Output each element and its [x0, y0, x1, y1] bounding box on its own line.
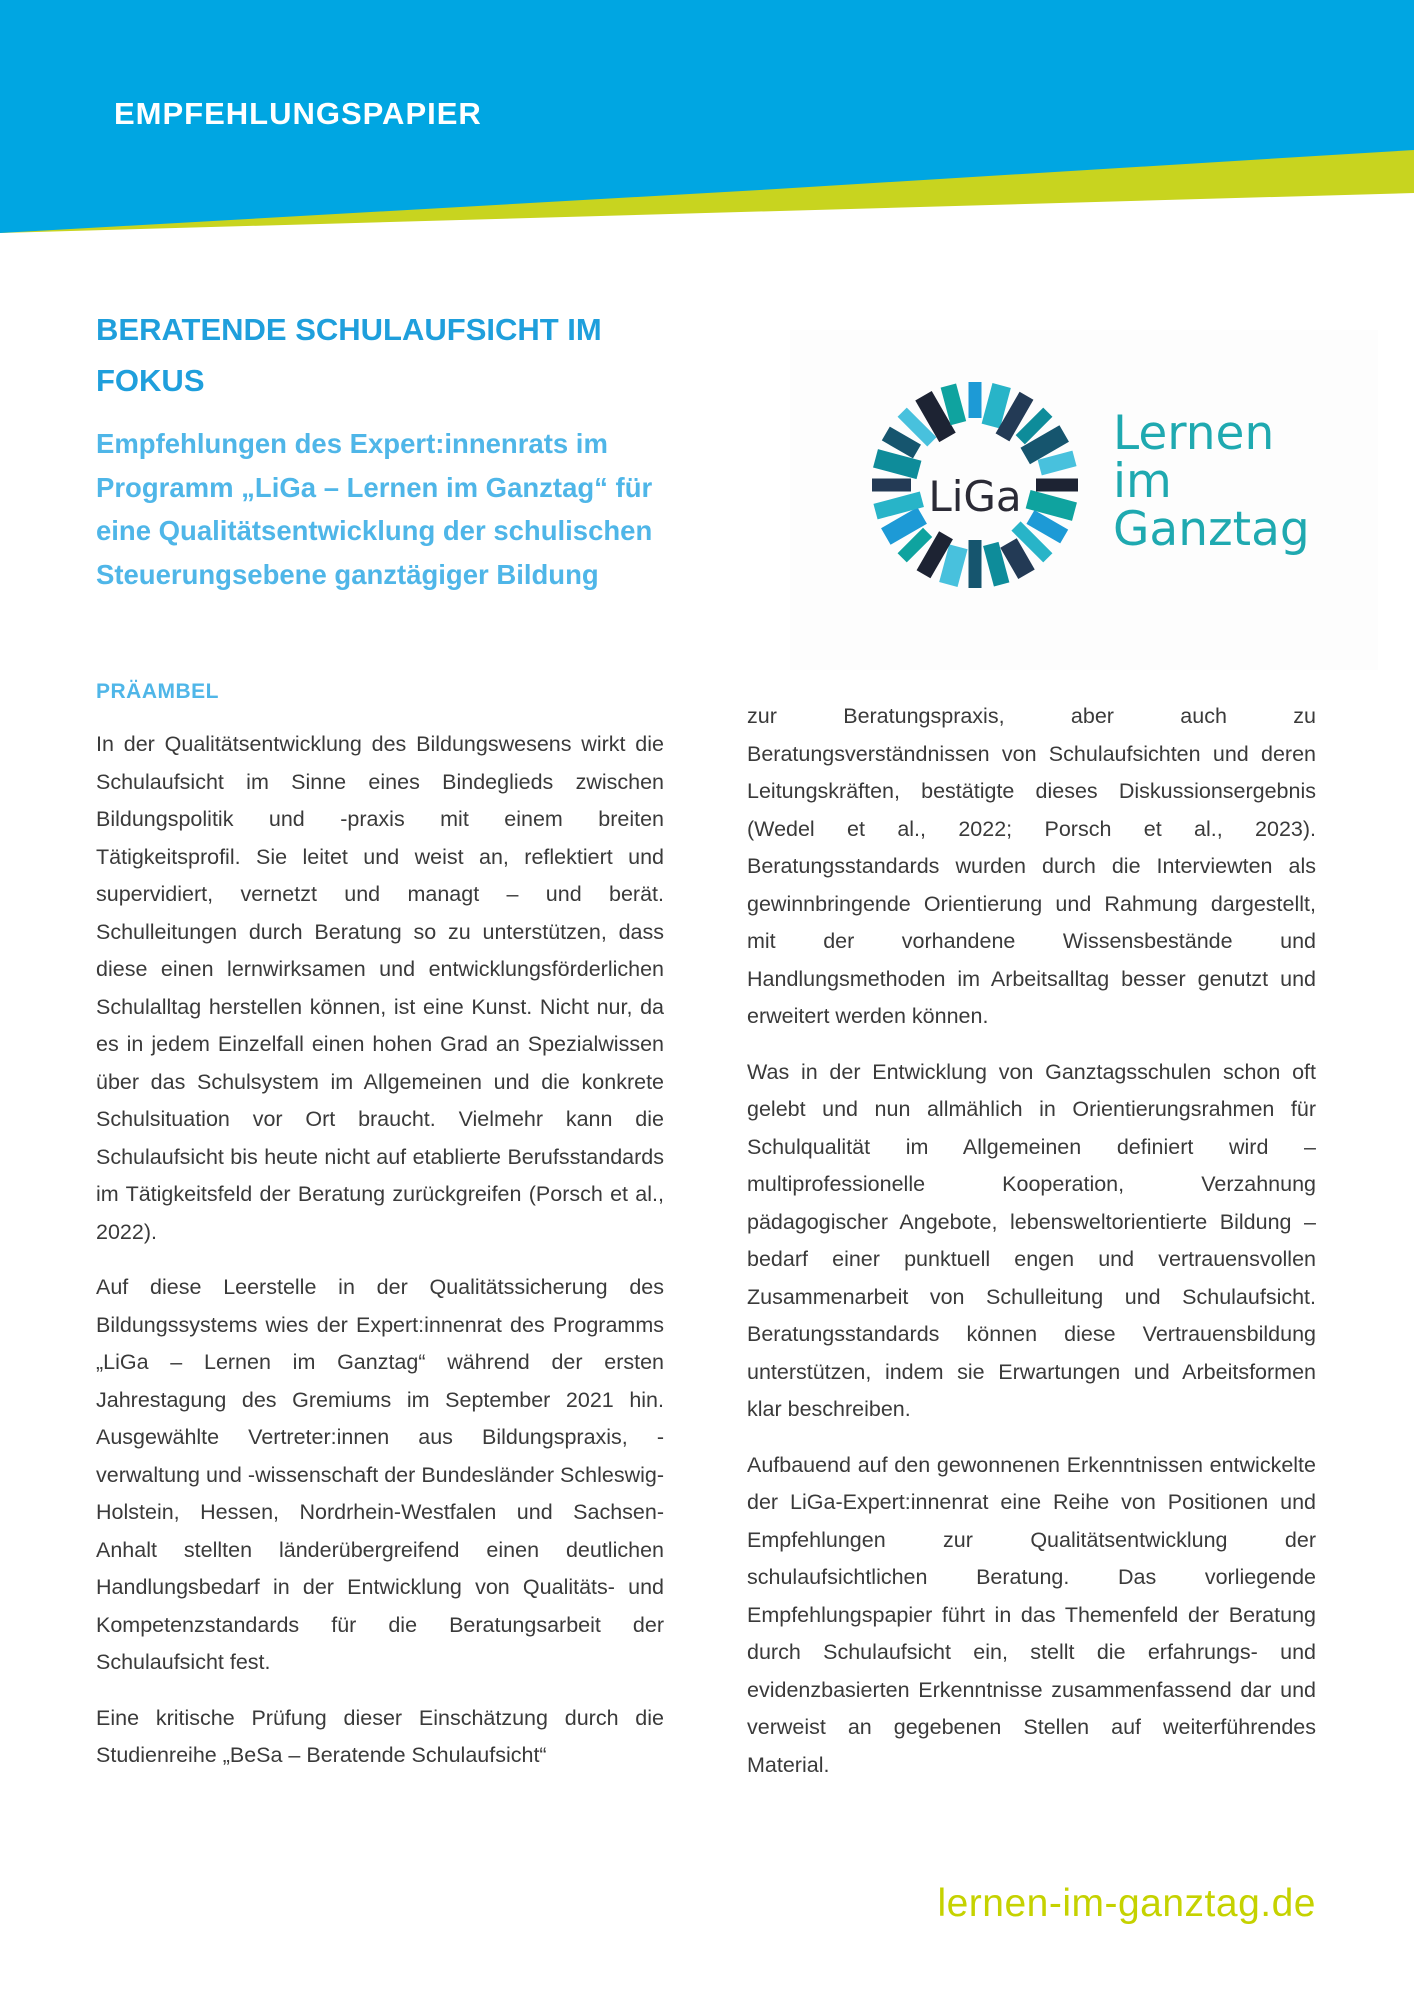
logo-tagline	[1113, 406, 1310, 557]
paragraph: Eine kritische Prüfung dieser Einschätzung durch die Studienreihe „BeSa – Beratende Schulaufsicht“	[96, 1705, 664, 1767]
document-type-label: EMPFEHLUNGSPAPIER	[114, 96, 482, 131]
paragraph: zur Beratungspraxis, aber auch zu Beratungsverständnissen von Schulaufsichten und deren Leitungskräften, bestätigte dieses Diskussionsergebnis (Wedel et al., 2022; Porsch et al., 2023). Beratungsstandards wurden durch die Interviewten als gewinnbringende Orientierung und Rahmung dargestellt, mit der vorhandene Wissensbestände und Handlungsmethoden im Arbeitsalltag besser genutzt und erweitert werden können.	[747, 704, 1316, 1028]
liga-logo	[790, 330, 1378, 670]
document-subtitle: Empfehlungen des Expert:innenrats im Programm „LiGa – Lernen im Ganztag“ für eine Qualitätsentwicklung der schulischen Steuerungsebene ganztägiger Bildung	[96, 428, 653, 590]
header-banner	[0, 0, 1414, 240]
right-column	[747, 698, 1316, 1802]
logo-tagline-line: im	[1113, 454, 1172, 509]
logo-wordmark: LiGa	[928, 472, 1022, 521]
logo-tagline-line: Lernen	[1113, 406, 1275, 461]
paragraph: Was in der Entwicklung von Ganztagsschulen schon oft gelebt und nun allmählich in Orientierungsrahmen für Schulqualität im Allgemeinen definiert wird – multiprofessionelle Kooperation, Verzahnung pädagogischer Angebote, lebensweltorientierte Bildung – bedarf einer punktuell engen und vertrauensvollen Zusammenarbeit von Schulleitung und Schulaufsicht. Beratungsstandards können diese Vertrauensbildung unterstützen, indem sie Erwartungen und Arbeitsformen klar beschreiben.	[747, 1059, 1316, 1421]
paragraph: Aufbauend auf den gewonnenen Erkenntnissen entwickelte der LiGa-Expert:innenrat eine Reihe von Positionen und Empfehlungen zur Qualitätsentwicklung der schulaufsichtlichen Beratung. Das vorliegende Empfehlungspapier führt in das Themenfeld der Beratung durch Schulaufsicht ein, stellt die erfahrungs- und evidenzbasierten Erkenntnisse zusammenfassend dar und verweist an gegebenen Stellen auf weiterführendes Material.	[747, 1452, 1316, 1777]
website-link[interactable]: lernen-im-ganztag.de	[937, 1882, 1316, 1925]
paragraph: In der Qualitätsentwicklung des Bildungswesens wirkt die Schulaufsicht im Sinne eines Bindeglieds zwischen Bildungspolitik und -praxis mit einem breiten Tätigkeitsprofil. Sie leitet und weist an, reflektiert und supervidiert, vernetzt und managt – und berät. Schulleitungen durch Beratung so zu unterstützen, dass diese einen lernwirksamen und entwicklungsförderlichen Schulalltag herstellen können, ist eine Kunst. Nicht nur, da es in jedem Einzelfall einen hohen Grad an Spezialwissen über das Schulsystem im Allgemeinen und die konkrete Schulsituation vor Ort braucht. Vielmehr kann die Schulaufsicht bis heute nicht auf etablierte Berufsstandards im Tätigkeitsfeld der Beratung zurückgreifen (Porsch et al., 2022).	[96, 732, 664, 1244]
section-heading: PRÄAMBEL	[96, 680, 219, 703]
left-column	[96, 726, 664, 1793]
document-title: BERATENDE SCHULAUFSICHT IM FOKUS	[96, 312, 602, 398]
paragraph: Auf diese Leerstelle in der Qualitätssicherung des Bildungssystems wies der Expert:innenrat des Programms „LiGa – Lernen im Ganztag“ während der ersten Jahrestagung des Gremiums im September 2021 hin. Ausgewählte Vertreter:innen aus Bildungspraxis, -verwaltung und -wissenschaft der Bundesländer Schleswig-Holstein, Hessen, Nordrhein-Westfalen und Sachsen-Anhalt stellten länderübergreifend einen deutlichen Handlungsbedarf in der Entwicklung von Qualitäts- und Kompetenzstandards für die Beratungsarbeit der Schulaufsicht fest.	[96, 1275, 664, 1674]
logo-tagline-line: Ganztag	[1113, 502, 1310, 557]
